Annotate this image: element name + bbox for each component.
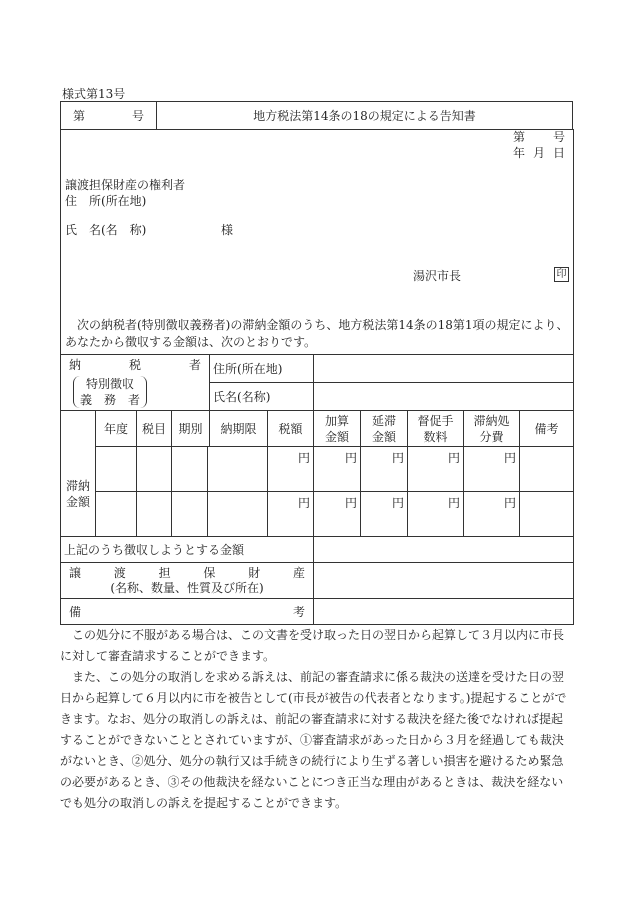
taxpayer-char-3: 者 <box>189 357 202 372</box>
note-paragraph-2: また、この処分の取消しを求める訴えは、前記の審査請求に係る裁決の送達を受けた日の翌日から起算して６月以内に市を被告として(市長が被告の代表者となります。)提起することができます。なお、処分の取消しの訴えは、前記の審査請求に対する裁決を経た後でなければ提起することができないこととされていますが、①審査請求があった日から３月を経過しても裁決がないとき、②処分、処分の執行又は手続きの続行により生ずる著しい損害を避けるため緊急の必要があるとき、③その他裁決を経ないことにつき正当な理由があるときは、裁決を経ないでも処分の取消しの訴えを提起することができます。 <box>60 670 567 810</box>
dai-label: 第 <box>73 109 86 123</box>
col-remarks: 備考 <box>520 411 574 447</box>
cell-empty <box>96 492 137 537</box>
cell-empty <box>137 447 172 492</box>
col-fiscal-year: 年度 <box>96 411 137 447</box>
col-demand-fee-text: 督促手数料 <box>417 413 454 444</box>
form-number: 様式第13号 <box>62 87 126 101</box>
date-dai: 第 <box>513 130 526 144</box>
remarks-char-left: 備 <box>69 605 82 619</box>
cell-empty <box>96 447 137 492</box>
property-char-5: 財 <box>248 565 261 580</box>
recipient-sama: 様 <box>221 223 234 237</box>
document-number-cell <box>61 102 157 130</box>
taxpayer-char-2: 税 <box>129 357 142 372</box>
taxpayer-address-value <box>314 355 574 383</box>
yen-additional: 円 <box>314 447 361 492</box>
recipient-name-label: 氏 名(名 称) <box>65 223 147 237</box>
yen-additional: 円 <box>314 492 361 537</box>
property-char-6: 産 <box>292 565 305 580</box>
yen-tax: 円 <box>268 447 314 492</box>
col-delinquency-text: 延滞金額 <box>372 413 397 444</box>
property-char-2: 渡 <box>113 565 126 580</box>
taxpayer-address-label: 住所(所在地) <box>210 355 314 383</box>
remarks-label-cell <box>61 599 314 625</box>
date-tsuki: 月 <box>532 146 545 160</box>
yen-demand-fee: 円 <box>408 492 464 537</box>
property-label-cell <box>61 563 314 599</box>
recipient-section <box>60 129 574 355</box>
property-sub-label: (名称、数量、性質及び所在) <box>110 580 264 595</box>
cell-remarks <box>520 492 574 537</box>
arrears-label-text: 滞納金額 <box>66 478 91 509</box>
yen-tax: 円 <box>268 492 314 537</box>
col-demand-fee <box>408 411 464 447</box>
collect-amount-label: 上記のうち徴収しようとする金額 <box>61 537 314 563</box>
arrears-row-label <box>61 411 96 537</box>
remarks-value <box>314 599 574 625</box>
recipient-block <box>65 177 185 209</box>
yen-delinquency: 円 <box>361 447 408 492</box>
recipient-title: 譲渡担保財産の権利者 <box>65 178 186 192</box>
taxpayer-name-label: 氏名(名称) <box>210 383 314 411</box>
table-row <box>61 492 574 537</box>
col-disposition-cost-text: 滞納処分費 <box>473 413 510 444</box>
col-tax-amount: 税額 <box>268 411 314 447</box>
issuer-mayor: 湯沢市長 <box>413 269 462 283</box>
date-hi: 日 <box>552 146 565 160</box>
remarks-char-right: 考 <box>293 605 306 619</box>
col-due-date: 納期限 <box>210 411 268 447</box>
property-char-4: 保 <box>203 565 216 580</box>
taxpayer-name-value <box>314 383 574 411</box>
intro-text: 次の納税者(特別徴収義務者)の滞納金額のうち、地方税法第14条の18第1項の規定により、あなたから徴収する金額は、次のとおりです。 <box>65 318 569 349</box>
special-collector-label-2: 義 務 者 <box>80 392 141 407</box>
table-row <box>61 447 574 492</box>
date-block <box>477 129 565 161</box>
collect-amount-value <box>314 537 574 563</box>
col-period: 期別 <box>172 411 210 447</box>
cell-empty <box>137 492 172 537</box>
cell-period-due <box>172 492 268 537</box>
col-additional-text: 加算金額 <box>325 413 350 444</box>
yen-demand-fee: 円 <box>408 447 464 492</box>
header-table <box>60 101 573 130</box>
col-additional <box>314 411 361 447</box>
taxpayer-char-1: 納 <box>69 357 82 372</box>
property-char-1: 譲 <box>69 565 82 580</box>
recipient-address-label: 住 所(所在地) <box>65 194 147 208</box>
special-collector-label-1: 特別徴収 <box>86 376 135 391</box>
cell-remarks <box>520 447 574 492</box>
seal-icon: 印 <box>554 267 569 282</box>
date-nen: 年 <box>513 146 526 160</box>
property-char-3: 担 <box>158 565 171 580</box>
arrears-table <box>60 354 574 625</box>
col-delinquency <box>361 411 408 447</box>
gou-label: 号 <box>131 109 144 123</box>
yen-disposition: 円 <box>464 492 520 537</box>
date-gou: 号 <box>552 130 565 144</box>
taxpayer-label-cell <box>61 355 210 411</box>
cell-period-due <box>172 447 268 492</box>
yen-disposition: 円 <box>464 447 520 492</box>
col-tax-item: 税目 <box>137 411 172 447</box>
document-title: 地方税法第14条の18の規定による告知書 <box>157 102 573 130</box>
col-disposition-cost <box>464 411 520 447</box>
notes-section <box>60 625 574 814</box>
property-value <box>314 563 574 599</box>
special-collector-bracket <box>73 376 147 408</box>
yen-delinquency: 円 <box>361 492 408 537</box>
note-paragraph-1: この処分に不服がある場合は、この文書を受け取った日の翌日から起算して３月以内に市長に対して審査請求することができます。 <box>60 628 565 663</box>
